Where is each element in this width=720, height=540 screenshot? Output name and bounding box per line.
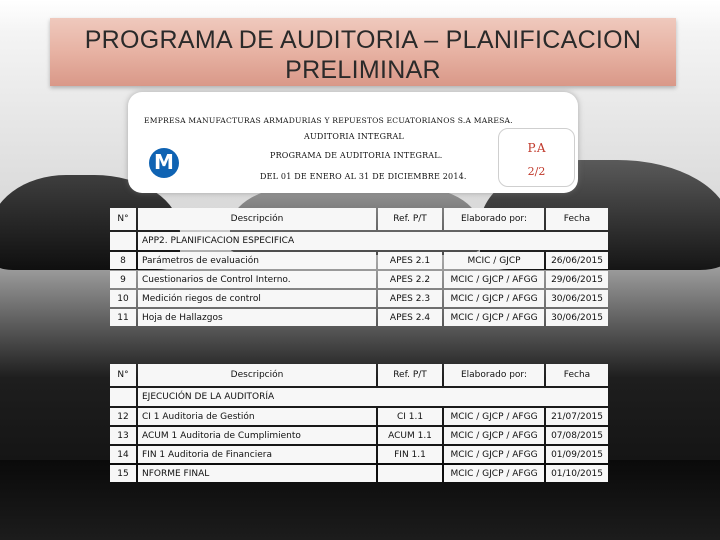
row-prepared-by: MCIC / GJCP / AFGG xyxy=(444,446,544,463)
planning-table xyxy=(108,206,610,328)
row-date: 30/06/2015 xyxy=(546,290,608,307)
row-date: 01/10/2015 xyxy=(546,465,608,482)
row-prepared-by: MCIC / GJCP xyxy=(444,252,544,269)
header-reference: Ref. P/T xyxy=(378,208,442,230)
row-number: 11 xyxy=(110,309,136,326)
page-indicator: 2/2 xyxy=(527,165,546,178)
program-name: PROGRAMA DE AUDITORIA INTEGRAL. xyxy=(270,151,443,160)
header-number: N° xyxy=(110,208,136,230)
row-description: Hoja de Hallazgos xyxy=(138,309,376,326)
row-date: 30/06/2015 xyxy=(546,309,608,326)
row-prepared-by: MCIC / GJCP / AFGG xyxy=(444,427,544,444)
title-line-1: PROGRAMA DE AUDITORIA – PLANIFICACION xyxy=(84,26,642,54)
table-row xyxy=(110,252,608,269)
table-row xyxy=(110,446,608,463)
table-header-row xyxy=(110,208,608,230)
header-date: Fecha xyxy=(546,208,608,230)
row-description: ACUM 1 Auditoria de Cumplimiento xyxy=(138,427,376,444)
company-name: EMPRESA MANUFACTURAS ARMADURIAS Y REPUESTOS ECUATORIANOS S.A MARESA. xyxy=(144,116,513,125)
table-row xyxy=(110,309,608,326)
row-reference: APES 2.2 xyxy=(378,271,442,288)
execution-table xyxy=(108,362,610,484)
reference-code: P.A xyxy=(527,141,546,155)
reference-box xyxy=(498,128,575,187)
row-reference: APES 2.3 xyxy=(378,290,442,307)
row-reference: APES 2.4 xyxy=(378,309,442,326)
table-header-row xyxy=(110,364,608,386)
header-prepared-by: Elaborado por: xyxy=(444,364,544,386)
row-number: 8 xyxy=(110,252,136,269)
header-description: Descripción xyxy=(138,364,376,386)
company-logo-icon xyxy=(146,145,182,181)
row-description: Parámetros de evaluación xyxy=(138,252,376,269)
row-description: Cuestionarios de Control Interno. xyxy=(138,271,376,288)
row-prepared-by: MCIC / GJCP / AFGG xyxy=(444,309,544,326)
row-number: 9 xyxy=(110,271,136,288)
row-number: 12 xyxy=(110,408,136,425)
section-row xyxy=(110,232,608,250)
title-line-2: PRELIMINAR xyxy=(285,56,441,84)
row-prepared-by: MCIC / GJCP / AFGG xyxy=(444,408,544,425)
audit-type: AUDITORIA INTEGRAL xyxy=(304,132,404,141)
table-row xyxy=(110,408,608,425)
row-date: 21/07/2015 xyxy=(546,408,608,425)
table-row xyxy=(110,271,608,288)
section-row xyxy=(110,388,608,406)
row-prepared-by: MCIC / GJCP / AFGG xyxy=(444,290,544,307)
row-number: 15 xyxy=(110,465,136,482)
audit-period: DEL 01 DE ENERO AL 31 DE DICIEMBRE 2014. xyxy=(260,172,467,181)
title-banner xyxy=(50,18,676,86)
row-date: 29/06/2015 xyxy=(546,271,608,288)
row-description: FIN 1 Auditoria de Financiera xyxy=(138,446,376,463)
section-title: EJECUCIÓN DE LA AUDITORÍA xyxy=(138,388,608,406)
row-description: CI 1 Auditoria de Gestión xyxy=(138,408,376,425)
row-reference: CI 1.1 xyxy=(378,408,442,425)
header-description: Descripción xyxy=(138,208,376,230)
row-reference xyxy=(378,465,442,482)
header-reference: Ref. P/T xyxy=(378,364,442,386)
row-description: NFORME FINAL xyxy=(138,465,376,482)
row-prepared-by: MCIC / GJCP / AFGG xyxy=(444,465,544,482)
row-reference: ACUM 1.1 xyxy=(378,427,442,444)
table-row xyxy=(110,465,608,482)
row-date: 26/06/2015 xyxy=(546,252,608,269)
header-date: Fecha xyxy=(546,364,608,386)
row-date: 01/09/2015 xyxy=(546,446,608,463)
row-number: 10 xyxy=(110,290,136,307)
table-row xyxy=(110,427,608,444)
row-description: Medición riegos de control xyxy=(138,290,376,307)
row-reference: APES 2.1 xyxy=(378,252,442,269)
header-prepared-by: Elaborado por: xyxy=(444,208,544,230)
row-prepared-by: MCIC / GJCP / AFGG xyxy=(444,271,544,288)
logo-letter: M xyxy=(154,150,174,174)
row-number: 14 xyxy=(110,446,136,463)
row-reference: FIN 1.1 xyxy=(378,446,442,463)
table-row xyxy=(110,290,608,307)
section-title: APP2. PLANIFICACION ESPECIFICA xyxy=(138,232,608,250)
row-number: 13 xyxy=(110,427,136,444)
header-number: N° xyxy=(110,364,136,386)
row-date: 07/08/2015 xyxy=(546,427,608,444)
